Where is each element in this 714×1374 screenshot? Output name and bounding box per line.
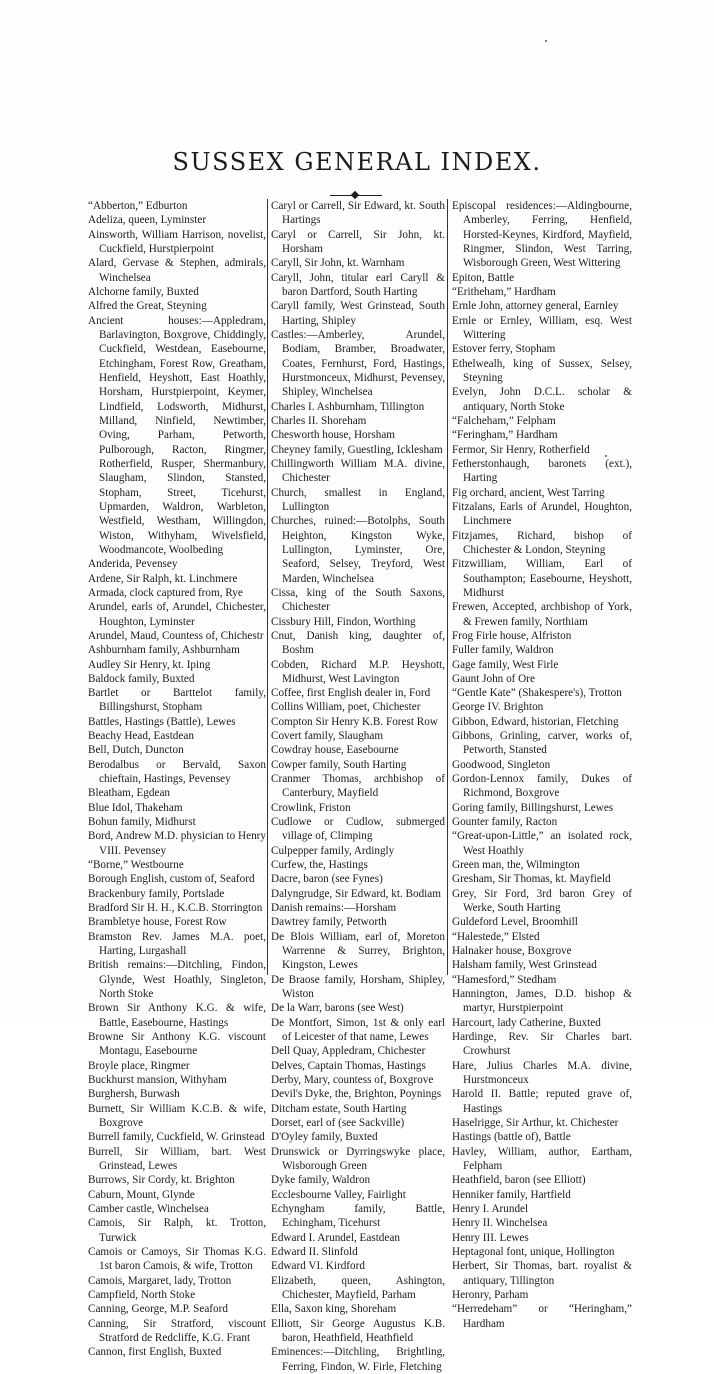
print-speck — [545, 40, 547, 42]
index-entry: De la Warr, barons (see West) — [271, 1002, 404, 1015]
index-entry: Caryll, Sir John, kt. Warnham — [271, 257, 405, 270]
index-entry: Elliott, Sir George Augustus K.B. baron, Heathfield, Heathfield — [271, 1317, 445, 1344]
index-entry: Camois or Camoys, Sir Thomas K.G. 1st baron Camois, & wife, Trotton — [88, 1245, 266, 1273]
index-entry: Edward I. Arundel, Eastdean — [271, 1231, 400, 1244]
index-entry: Havley, William, author, Eartham, Felpham — [452, 1145, 632, 1172]
index-entry: “Herredeham” or “Heringham,” Hardham — [452, 1303, 632, 1330]
index-entry: De Montfort, Simon, 1st & only earl of Leicester of that name, Lewes — [271, 1016, 445, 1044]
index-entry: Bramston Rev. James M.A. poet, Harting, Lurgashall — [88, 930, 266, 958]
index-entry: Cudlowe or Cudlow, submerged village of, Climping — [271, 816, 445, 843]
page-title: SUSSEX GENERAL INDEX. — [172, 148, 542, 176]
index-entry: Armada, clock captured from, Rye — [88, 586, 243, 599]
index-entry: Burghersh, Burwash — [88, 1088, 180, 1101]
index-entry: Cissbury Hill, Findon, Worthing — [271, 615, 416, 628]
index-entry: Churches, ruined:—Botolphs, South Heighton, Kingston Wyke, Lullington, Lyminster, Ore, Seaford, Selsey, Treyford, West Marden, Winchelsea — [271, 515, 445, 585]
diamond-ornament-icon — [351, 191, 359, 199]
index-entry: Devil's Dyke, the, Brighton, Poynings — [271, 1088, 442, 1101]
index-entry: D'Oyley family, Buxted — [271, 1131, 378, 1144]
index-entry: Green man, the, Wilmington — [452, 859, 580, 872]
index-entry: Caburn, Mount, Glynde — [88, 1188, 195, 1201]
index-entry: Gordon-Lennox family, Dukes of Richmond, Boxgrove — [452, 773, 632, 800]
index-entry: Henniker family, Hartfield — [452, 1188, 571, 1201]
index-entry: Alard, Gervase & Stephen, admirals, Winchelsea — [88, 257, 266, 284]
index-entry: Bell, Dutch, Duncton — [88, 744, 184, 757]
index-entry: Cheyney family, Guestling, Icklesham — [271, 443, 443, 456]
index-entry: Charles II. Shoreham — [271, 414, 367, 427]
index-entry: “Gentle Kate” (Shakespere's), Trotton — [452, 687, 622, 700]
index-entry: Bord, Andrew M.D. physician to Henry VIII. Pevensey — [88, 830, 266, 857]
index-entry: Danish remains:—Horsham — [271, 902, 397, 915]
index-entry: Dawtrey family, Petworth — [271, 916, 387, 929]
index-entry: Camois, Sir Ralph, kt. Trotton, Turwick — [88, 1217, 266, 1244]
index-entry: Alchorne family, Buxted — [88, 285, 199, 298]
index-entry: De Braose family, Horsham, Shipley, Wiston — [271, 973, 445, 1001]
index-entry: Cowper family, South Harting — [271, 758, 407, 771]
print-speck — [605, 455, 607, 457]
index-entry: Herbert, Sir Thomas, bart. royalist & antiquary, Tillington — [452, 1260, 632, 1287]
index-entry: Burrell, Sir William, bart. West Grinstead, Lewes — [88, 1145, 266, 1172]
index-entry: Henry I. Arundel — [452, 1202, 529, 1215]
index-entry: Gibbon, Edward, historian, Fletching — [452, 715, 619, 728]
index-entry: Fitzwilliam, William, Earl of Southampton; Easebourne, Heyshott, Midhurst — [452, 558, 632, 599]
index-entry: Ancient houses:—Appledram, Barlavington, Boxgrove, Chiddingly, Cuckfield, Westdean, Easebourne, Etchingham, Forest Row, Greatham, Henfield, Heyshott, East Hoathly, Horsham, Hurstpierpoint, Keymer, Lindfield, Lodsworth, Midhurst, Milland, Ninfield, Newtimber, Oving, Parham, Petworth, Pulborough, Racton, Ringmer, Rotherfield, Rusper, Shermanbury, Slaugham, Slindon, Stansted, Stopham, Street, Ticehurst, Upmarden, Waldron, Warbleton, Westfield, Westham, Willingdon, Wiston, Withyham, Wivelsfield, Woodmancote, Woolbeding — [88, 314, 266, 556]
index-entry: Epiton, Battle — [452, 271, 515, 284]
index-entry: Camber castle, Winchelsea — [88, 1202, 209, 1215]
index-entry: Dacre, baron (see Fynes) — [271, 873, 383, 886]
index-entry: Ditcham estate, South Harting — [271, 1102, 407, 1115]
index-entry: Buckhurst mansion, Withyham — [88, 1074, 227, 1087]
index-entry: Compton Sir Henry K.B. Forest Row — [271, 715, 438, 728]
index-column-2 — [271, 199, 445, 1374]
index-entry: “Borne,” Westbourne — [88, 859, 184, 872]
index-column-1 — [88, 199, 266, 1360]
index-entry: Fitzjames, Richard, bishop of Chichester & London, Steyning — [452, 529, 632, 556]
index-entry: British remains:—Ditchling, Findon, Glynde, West Hoathly, Singleton, North Stoke — [88, 959, 266, 1001]
index-entry: Culpepper family, Ardingly — [271, 844, 395, 857]
index-entry: Dell Quay, Appledram, Chichester — [271, 1045, 426, 1058]
index-entry: Halsham family, West Grinstead — [452, 959, 597, 972]
index-entry: “Falcheham,” Felpham — [452, 414, 556, 427]
index-entry: Bleatham, Egdean — [88, 787, 171, 800]
index-entry: Dyke family, Waldron — [271, 1174, 371, 1187]
index-column-3 — [452, 199, 632, 1331]
index-entry: Adeliza, queen, Lyminster — [88, 214, 207, 227]
index-entry: Gage family, West Firle — [452, 658, 559, 671]
index-entry: Cowdray house, Easebourne — [271, 744, 399, 757]
index-entry: Edward II. Slinfold — [271, 1245, 358, 1258]
index-columns — [88, 199, 654, 1373]
index-entry: Brown Sir Anthony K.G. & wife, Battle, Easebourne, Hastings — [88, 1002, 266, 1029]
index-entry: Fitzalans, Earls of Arundel, Houghton, Linchmere — [452, 500, 632, 528]
index-entry: Bradford Sir H. H., K.C.B. Storrington — [88, 902, 263, 915]
index-entry: Baldock family, Buxted — [88, 672, 195, 685]
index-entry: Cranmer Thomas, archbishop of Canterbury, Mayfield — [271, 773, 445, 800]
index-entry: Hannington, James, D.D. bishop & martyr, Hurstpierpoint — [452, 988, 632, 1015]
index-entry: Haselrigge, Sir Arthur, kt. Chichester — [452, 1117, 619, 1129]
index-entry: Estover ferry, Stopham — [452, 343, 556, 356]
index-entry: Ernle or Ernley, William, esq. West Wittering — [452, 314, 632, 341]
index-entry: Cnut, Danish king, daughter of, Boshm — [271, 629, 445, 657]
index-entry: Delves, Captain Thomas, Hastings — [271, 1059, 426, 1072]
index-entry: Ashburnham family, Ashburnham — [88, 644, 240, 657]
index-entry: Hare, Julius Charles M.A. divine, Hurstmonceux — [452, 1059, 632, 1087]
index-entry: Evelyn, John D.C.L. scholar & antiquary, North Stoke — [452, 386, 632, 413]
index-entry: Arundel, Maud, Countess of, Chichestr — [88, 629, 264, 642]
index-entry: Battles, Hastings (Battle), Lewes — [88, 715, 236, 728]
index-entry: Campfield, North Stoke — [88, 1288, 196, 1301]
index-entry: “Hamesford,” Stedham — [452, 973, 557, 986]
index-entry: Fermor, Sir Henry, Rotherfield — [452, 443, 590, 456]
index-entry: Fuller family, Waldron — [452, 644, 554, 657]
index-entry: Brambletye house, Forest Row — [88, 916, 227, 929]
column-divider — [447, 199, 448, 975]
index-entry: Burrell family, Cuckfield, W. Grinstead — [88, 1131, 265, 1144]
index-entry: Ella, Saxon king, Shoreham — [271, 1303, 397, 1316]
index-entry: Fetherstonhaugh, baronets (ext.), Harting — [452, 457, 632, 485]
index-entry: De Blois William, earl of, Moreton Warrenne & Surrey, Brighton, Kingston, Lewes — [271, 930, 445, 972]
index-entry: Cannon, first English, Buxted — [88, 1346, 222, 1359]
index-entry: Blue Idol, Thakeham — [88, 801, 183, 814]
index-entry: Church, smallest in England, Lullington — [271, 486, 445, 513]
index-entry: Charles I. Ashburnham, Tillington — [271, 400, 425, 413]
index-entry: Curfew, the, Hastings — [271, 859, 368, 872]
index-entry: Audley Sir Henry, kt. Iping — [88, 658, 211, 671]
index-entry: Canning, George, M.P. Seaford — [88, 1303, 228, 1316]
index-entry: Henry III. Lewes — [452, 1231, 529, 1244]
index-entry: Cissa, king of the South Saxons, Chichester — [271, 586, 445, 614]
index-entry: Caryll, John, titular earl Caryll & baron Dartford, South Harting — [271, 271, 445, 298]
index-entry: Goring family, Billingshurst, Lewes — [452, 801, 614, 814]
index-entry: Burnett, Sir William K.C.B. & wife, Boxgrove — [88, 1102, 266, 1129]
index-entry: Caryll family, West Grinstead, South Harting, Shipley — [271, 300, 445, 327]
index-entry: Guldeford Level, Broomhill — [452, 916, 578, 929]
index-entry: Elizabeth, queen, Ashington, Chichester, Mayfield, Parham — [271, 1274, 445, 1301]
index-entry: Edward VI. Kirdford — [271, 1260, 365, 1273]
index-entry: Harcourt, lady Catherine, Buxted — [452, 1016, 601, 1029]
index-entry: Castles:—Amberley, Arundel, Bodiam, Bramber, Broadwater, Coates, Fernhurst, Ford, Hastings, Hurstmonceux, Midhurst, Pevensey, Shipley, Winchelsea — [271, 328, 445, 399]
index-entry: Bohun family, Midhurst — [88, 816, 196, 829]
index-entry: Dorset, earl of (see Sackville) — [271, 1117, 405, 1129]
index-entry: Bartlet or Barttelot family, Billingshurst, Stopham — [88, 687, 266, 714]
index-entry: Browne Sir Anthony K.G. viscount Montagu, Easebourne — [88, 1031, 266, 1058]
index-entry: Gaunt John of Ore — [452, 672, 535, 685]
index-entry: Broyle place, Ringmer — [88, 1059, 190, 1072]
index-entry: Berodalbus or Bervald, Saxon chieftain, Hastings, Pevensey — [88, 758, 266, 786]
index-entry: Grey, Sir Ford, 3rd baron Grey of Werke, South Harting — [452, 887, 632, 915]
index-entry: “Great-upon-Little,” an isolated rock, West Hoathly — [452, 830, 632, 857]
index-entry: Anderida, Pevensey — [88, 558, 178, 571]
index-entry: Heptagonal font, unique, Hollington — [452, 1245, 615, 1258]
index-entry: Burrows, Sir Cordy, kt. Brighton — [88, 1174, 235, 1187]
index-entry: Heathfield, baron (see Elliott) — [452, 1174, 586, 1187]
index-entry: Camois, Margaret, lady, Trotton — [88, 1274, 232, 1287]
index-entry: Drunswick or Dyrringswyke place, Wisborough Green — [271, 1145, 445, 1172]
index-entry: Episcopal residences:—Aldingbourne, Amberley, Ferring, Henfield, Horsted-Keynes, Kirdford, Mayfield, Ringmer, Slindon, West Tarring, Wisborough Green, West Wittering — [452, 200, 632, 270]
index-entry: Arundel, earls of, Arundel, Chichester, Houghton, Lyminster — [88, 601, 266, 628]
index-entry: Chillingworth William M.A. divine, Chichester — [271, 457, 445, 485]
index-entry: Derby, Mary, countess of, Boxgrove — [271, 1074, 434, 1087]
index-entry: Goodwood, Singleton — [452, 758, 551, 771]
index-entry: Caryl or Carrell, Sir John, kt. Horsham — [271, 228, 445, 255]
index-entry: Crowlink, Friston — [271, 801, 351, 814]
index-entry: Fig orchard, ancient, West Tarring — [452, 486, 605, 499]
index-entry: Ardene, Sir Ralph, kt. Linchmere — [88, 572, 238, 585]
index-entry: Henry II. Winchelsea — [452, 1217, 548, 1230]
index-entry: “Eritheham,” Hardham — [452, 285, 556, 298]
index-entry: Covert family, Slaugham — [271, 730, 384, 743]
index-entry: Canning, Sir Stratford, viscount Stratford de Redcliffe, K.G. Frant — [88, 1317, 266, 1344]
index-entry: Ethelwealh, king of Sussex, Selsey, Steyning — [452, 357, 632, 384]
index-entry: Halnaker house, Boxgrove — [452, 945, 572, 958]
index-entry: Alfred the Great, Steyning — [88, 300, 207, 313]
index-entry: Hardinge, Rev. Sir Charles bart. Crowhurst — [452, 1031, 632, 1058]
index-entry: Harold II. Battle; reputed grave of, Hastings — [452, 1088, 632, 1115]
index-entry: George IV. Brighton — [452, 701, 544, 714]
index-entry: Coffee, first English dealer in, Ford — [271, 687, 431, 700]
index-entry: “Feringham,” Hardham — [452, 429, 558, 442]
index-entry: Echyngham family, Battle, Echingham, Ticehurst — [271, 1202, 445, 1230]
index-entry: Borough English, custom of, Seaford — [88, 873, 255, 886]
index-entry: Caryl or Carrell, Sir Edward, kt. South Hartings — [271, 200, 445, 227]
index-entry: Collins William, poet, Chichester — [271, 701, 421, 714]
index-entry: Ernle John, attorney general, Earnley — [452, 300, 619, 313]
index-entry: “Halestede,” Elsted — [452, 930, 540, 943]
index-entry: Eminences:—Ditchling, Brightling, Ferring, Findon, W. Firle, Fletching — [271, 1346, 445, 1373]
index-entry: Hastings (battle of), Battle — [452, 1131, 571, 1144]
index-entry: Dalyngrudge, Sir Edward, kt. Bodiam — [271, 887, 441, 900]
index-entry: Beachy Head, Eastdean — [88, 730, 194, 743]
index-entry: Ainsworth, William Harrison, novelist, Cuckfield, Hurstpierpoint — [88, 228, 266, 255]
index-entry: “Abberton,” Edburton — [88, 200, 188, 212]
index-entry: Heronry, Parham — [452, 1288, 529, 1301]
index-entry: Brackenbury family, Portslade — [88, 887, 225, 900]
index-entry: Frog Firle house, Alfriston — [452, 629, 572, 642]
index-entry: Cobden, Richard M.P. Heyshott, Midhurst, West Lavington — [271, 658, 445, 685]
column-divider — [267, 199, 268, 975]
index-entry: Gounter family, Racton — [452, 816, 558, 829]
index-entry: Gresham, Sir Thomas, kt. Mayfield — [452, 873, 611, 886]
index-entry: Chesworth house, Horsham — [271, 429, 395, 442]
index-entry: Frewen, Accepted, archbishop of York, & Frewen family, Northiam — [452, 601, 632, 628]
index-entry: Gibbons, Grinling, carver, works of, Petworth, Stansted — [452, 730, 632, 757]
index-entry: Ecclesbourne Valley, Fairlight — [271, 1188, 406, 1201]
